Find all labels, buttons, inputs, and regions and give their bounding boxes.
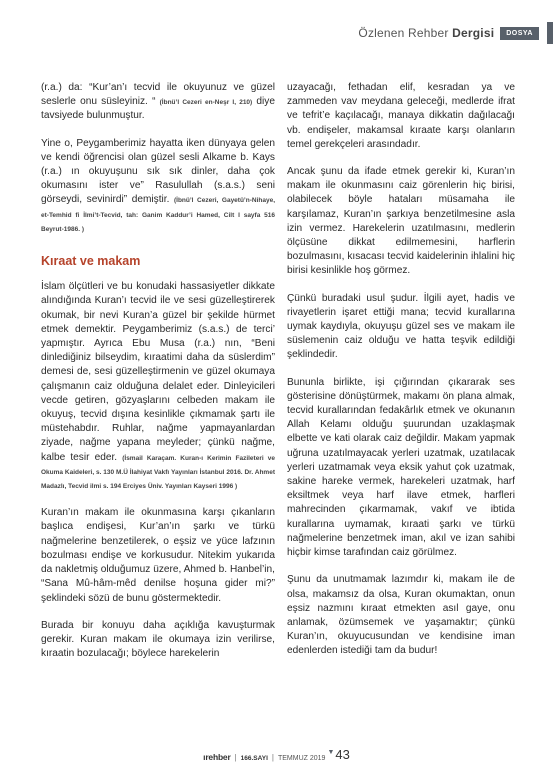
triangle-marker-icon: ▼ xyxy=(327,749,335,756)
footer-logo: ırehber xyxy=(203,752,231,762)
paragraph: (r.a.) da: “Kur’an’ı tecvid ile okuyunuz ve güzel seslerle onu süsleyiniz. “ (İbnü’l Cezeri en-Neşr I, 210) diye tavsiyede bulunmuştur. xyxy=(41,82,275,122)
footer-separator: | xyxy=(271,753,274,762)
footer-separator: | xyxy=(234,753,237,762)
section-badge: DOSYA xyxy=(500,27,539,40)
issue-date: TEMMUZ 2019 xyxy=(277,755,326,762)
page-header xyxy=(358,24,539,42)
paragraph: Kuran’ın makam ile okunmasına karşı çıkanların başlıca endişesi, Kur’an’ın şarkı ve türkü nağmelerine benzetilerek, o eşsiz ve yüce lafzının bozulması endişe ve korkusudur. Nitekim yukarıda da nakletmiş olduğumuz üzere, Ahmed b. Hanbel’in, “Sana Mû-hâm-mêd denilse hoşuna gider mi?” şeklindeki sözü de bunu göstermektedir. xyxy=(41,507,275,604)
left-column xyxy=(41,81,275,674)
citation: (İsmail Karaçam. Kuran-ı Kerimin Fazileteri ve Okuma Kaideleri, s. 130 M.Ü İlahiyat Vakfı Yayınları İstanbul 2016. Dr. Ahmet Madazlı, Tecvid ilmi s. 194 Erciyes Üniv. Yayınları Kayseri 1996 ) xyxy=(41,454,275,491)
section-heading: Kıraat ve makam xyxy=(41,254,141,269)
paragraph: Şunu da unutmamak lazımdır ki, makam ile de olsa, makamsız da olsa, Kuran okumaktan, onun eşsiz nazmını kıraat etmekten asıl gaye, onu anlamak, özümsemek ve yaşamaktır; çünkü Kuran’ın, okuyucusundan ve kendisine iman edenlerden istediği tam da budur! xyxy=(287,574,515,657)
citation: (İbnü’l Cezeri en-Neşr I, 210) xyxy=(159,99,253,107)
page-number: 43 xyxy=(335,747,350,762)
issue-number: 166.SAYI xyxy=(240,755,268,762)
paragraph: uzayacağı, fethadan elif, kesradan ya ve zammeden vav meydana geleceği, medlerde ifrat ve tefrit’e kaçılacağı, manaya dikkatin dağılacağı vb. endişeler, makamsal kıraate karşı olanların temel gerekçeleri arasındadır. xyxy=(287,82,515,150)
citation: (İbnü’l Cezeri, Gayetü’n-Nihaye, et-Temhid fi İlmi’t-Tecvid, tah: Ganim Kaddur’i Hamed, Cilt I sayfa 516 Beyrut-1986. ) xyxy=(41,197,275,233)
paragraph: Bununla birlikte, işi çığırından çıkararak ses gösterisine dönüştürmek, makamı ön plana almak, tecvid kurallarından fedakârlık etmek ve okunanın Allah Kelamı olduğu şuurundan uzaklaşmak elbette ve kati olarak caiz değildir. Makam yapmak uğruna uzatılmayacak yerleri uzatmak, uzatılacak yerleri uzatmamak veya eksik yahut çok uzatmak, sakine hareke vermek, harekeleri uzatmak, harf eksiltmek veya harf ilave etmek, harfleri mahrecinden çıkarmamak, vakıf ve ibtida kurallarına uymamak, kıraati şarkı ve türkü nağmelerine benzetmek iman, akıl ve izan sahibi hiçbir kimse tarafından caiz görülmez. xyxy=(287,376,515,559)
paragraph: Ancak şunu da ifade etmek gerekir ki, Kuran’ın makam ile okunmasını caiz görenlerin hiç birisi, olabilecek böyle hataları müsamaha ile karşılamaz, Kuran’ın şarkıya benzetilmesine asla izin vermez. Harekelerin uzatılmasını, medlerin ölçüsüne dikkat edilmemesini, harflerin bozulmasını, kısacası tecvid kaidelerinin ihlalini hiç birisi kesinlikle hoş görmez. xyxy=(287,166,515,277)
right-column xyxy=(287,81,515,672)
magazine-brand: Özlenen Rehber Dergisi xyxy=(358,26,495,40)
paragraph: Çünkü buradaki usul şudur. İlgili ayet, hadis ve rivayetlerin işaret ettiği mana; tecvid kurallarına uymak kaydıyla, okuyuşu güzel ses ve makam ile süslemenin caiz olduğu ve hatta teşvik edildiği şeklindedir. xyxy=(287,292,515,361)
paragraph: İslam ölçütleri ve bu konudaki hassasiyetler dikkate alındığında Kuran’ı tecvid ile ve sesi güzelleştirerek okumak, bir nevi Kuran’a güzel bir şekilde hürmet etmek demektir. Peygamberimiz (s.a.s.) de terci’ yapmıştır. Ayrıca Ebu Musa (r.a.) nın, “Beni dinlediğiniz bilseydim, kıraatimi daha da süslerdim” demesi de, sesi güzelleştirmenin ve güzel okumaya çalışmanın caiz olduğuna delalet eder. Dinleyicileri vecde getiren, gözyaşlarını celbeden makam ile okuyuş, tecvid dışına kesinlikle çıkmamak şartı ile müstehabdır. Ruhlar, nağme yapmayanlardan ziyade, nağme yapana meyleder; çünkü nağme, kalbe tesir eder. (İsmail Karaçam. Kuran-ı Kerimin Fazileteri ve Okuma Kaideleri, s. 130 M.Ü İlahiyat Vakfı Yayınları İstanbul 2016. Dr. Ahmet Madazlı, Tecvid ilmi s. 194 Erciyes Üniv. Yayınları Kayseri 1996 ) xyxy=(41,281,275,491)
header-accent-bar xyxy=(547,22,553,44)
page-footer xyxy=(0,747,553,762)
paragraph: Yine o, Peygamberimiz hayatta iken dünyaya gelen ve kendi öğrencisi olan güzel sesli Alkame b. Kays (r.a.) ın okuyuşunu sık sık dinler, daha çok okumasını ister ve” Rasulullah (s.a.s.) seni görseydi, sevinirdi” demiştir. (İbnü’l Cezeri, Gayetü’n-Nihaye, et-Temhid fi İlmi’t-Tecvid, tah: Ganim Kaddur’i Hamed, Cilt I sayfa 516 Beyrut-1986. ) xyxy=(41,137,275,233)
paragraph: Burada bir konuyu daha açıklığa kavuşturmak gerekir. Kuran makam ile okumaya izin verilirse, kıraatin bozulacağı; böylece harekelerin xyxy=(41,619,275,660)
